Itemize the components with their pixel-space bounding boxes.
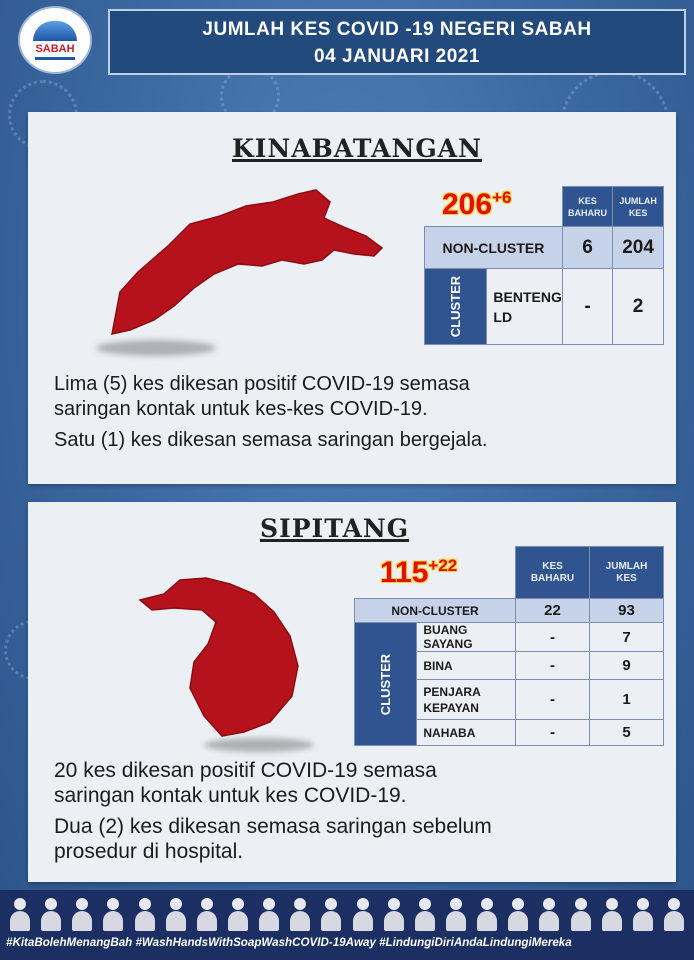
person-icon (508, 896, 528, 932)
person-icon (197, 896, 217, 932)
cluster-total: 5 (590, 720, 664, 746)
non-cluster-new: 22 (516, 599, 590, 623)
cluster-new: - (516, 680, 590, 720)
kinabatangan-map (98, 184, 398, 354)
person-icon (166, 896, 186, 932)
header-total-line1: JUMLAH (619, 195, 657, 206)
person-icon (384, 896, 404, 932)
cluster-name: BINA (417, 652, 516, 680)
header-new-line2: BAHARU (530, 572, 575, 584)
person-icon (72, 896, 92, 932)
sabah-logo (18, 6, 92, 74)
person-icon (477, 896, 497, 932)
cluster-name-line1: BENTENG (493, 288, 562, 305)
person-icon (41, 896, 61, 932)
cluster-total: 1 (590, 680, 664, 720)
cluster-name: BUANG SAYANG (417, 623, 516, 652)
hashtags: #KitaBolehMenangBah #WashHandsWithSoapWashCOVID-19Away #LindungiDiriAndaLindungiMereka (6, 936, 572, 949)
cluster-label-text: CLUSTER (378, 653, 394, 715)
cluster-label (355, 623, 417, 746)
person-icon (321, 896, 341, 932)
non-cluster-total: 93 (590, 599, 664, 623)
increase-value: +22 (428, 556, 458, 575)
cluster-new: - (562, 269, 612, 345)
non-cluster-label: NON-CLUSTER (425, 227, 563, 269)
cluster-name (487, 269, 562, 345)
cluster-new: - (516, 652, 590, 680)
cases-table (354, 546, 664, 746)
header-new-line1: KES (578, 195, 597, 206)
description-line: saringan kontak untuk kes COVID-19. (54, 784, 407, 807)
person-icon (664, 896, 684, 932)
logo-stripe (35, 57, 75, 60)
mountain-icon (33, 21, 77, 41)
person-icon (539, 896, 559, 932)
district-title: SIPITANG (260, 514, 410, 543)
person-icon (446, 896, 466, 932)
header-new-cases (516, 547, 590, 599)
description-line: prosedur di hospital. (54, 840, 244, 863)
header-total-cases (613, 187, 664, 227)
sipitang-map (134, 574, 334, 744)
header-new-cases (562, 187, 612, 227)
increase-value: +6 (492, 188, 512, 207)
cluster-name-line2: KEPAYAN (423, 700, 479, 715)
person-icon (633, 896, 653, 932)
description-line: Dua (2) kes dikesan semasa saringan sebelum (54, 815, 492, 838)
header-new-line1: KES (542, 560, 563, 572)
title-banner (108, 9, 686, 75)
header-total-line2: KES (628, 207, 648, 218)
cluster-name: NAHABA (417, 720, 516, 746)
non-cluster-label: NON-CLUSTER (355, 599, 516, 623)
description (54, 758, 492, 864)
header-total-line1: JUMLAH (605, 560, 648, 572)
district-title: KINABATANGAN (232, 134, 482, 163)
cluster-new: - (516, 720, 590, 746)
description-line: saringan kontak untuk kes-kes COVID-19. (54, 398, 428, 420)
total-value: 115 (380, 556, 429, 589)
header-new-line2: BAHARU (568, 207, 607, 218)
description-line: Satu (1) kes dikesan semasa saringan bergejala. (54, 429, 488, 451)
header-total-line2: KES (616, 572, 637, 584)
description-line: Lima (5) kes dikesan positif COVID-19 semasa (54, 373, 470, 395)
page-date: 04 JANUARI 2021 (314, 46, 480, 67)
cluster-total: 7 (590, 623, 664, 652)
non-cluster-new: 6 (562, 227, 612, 269)
frontliner-icons (10, 896, 684, 932)
header-total-cases (590, 547, 664, 599)
cluster-total: 2 (613, 269, 664, 345)
cases-table (424, 186, 664, 345)
person-icon (259, 896, 279, 932)
cluster-name-line1: PENJARA (423, 684, 481, 699)
non-cluster-total: 204 (613, 227, 664, 269)
page-title: JUMLAH KES COVID -19 NEGERI SABAH (202, 19, 592, 40)
cluster-name (417, 680, 516, 720)
cluster-label-text: CLUSTER (448, 275, 464, 338)
cluster-total: 9 (590, 652, 664, 680)
person-icon (290, 896, 310, 932)
cluster-label (425, 269, 487, 345)
person-icon (10, 896, 30, 932)
person-icon (571, 896, 591, 932)
person-icon (135, 896, 155, 932)
logo-text: SABAH (35, 42, 75, 55)
person-icon (415, 896, 435, 932)
total-value: 206 (442, 188, 493, 221)
footer-banner (0, 890, 694, 960)
person-icon (353, 896, 373, 932)
person-icon (602, 896, 622, 932)
person-icon (228, 896, 248, 932)
cluster-name-line2: LD (493, 308, 513, 325)
description (54, 372, 488, 453)
kinabatangan-panel (28, 112, 676, 484)
person-icon (103, 896, 123, 932)
description-line: 20 kes dikesan positif COVID-19 semasa (54, 759, 437, 782)
sipitang-panel (28, 502, 676, 882)
cluster-new: - (516, 623, 590, 652)
